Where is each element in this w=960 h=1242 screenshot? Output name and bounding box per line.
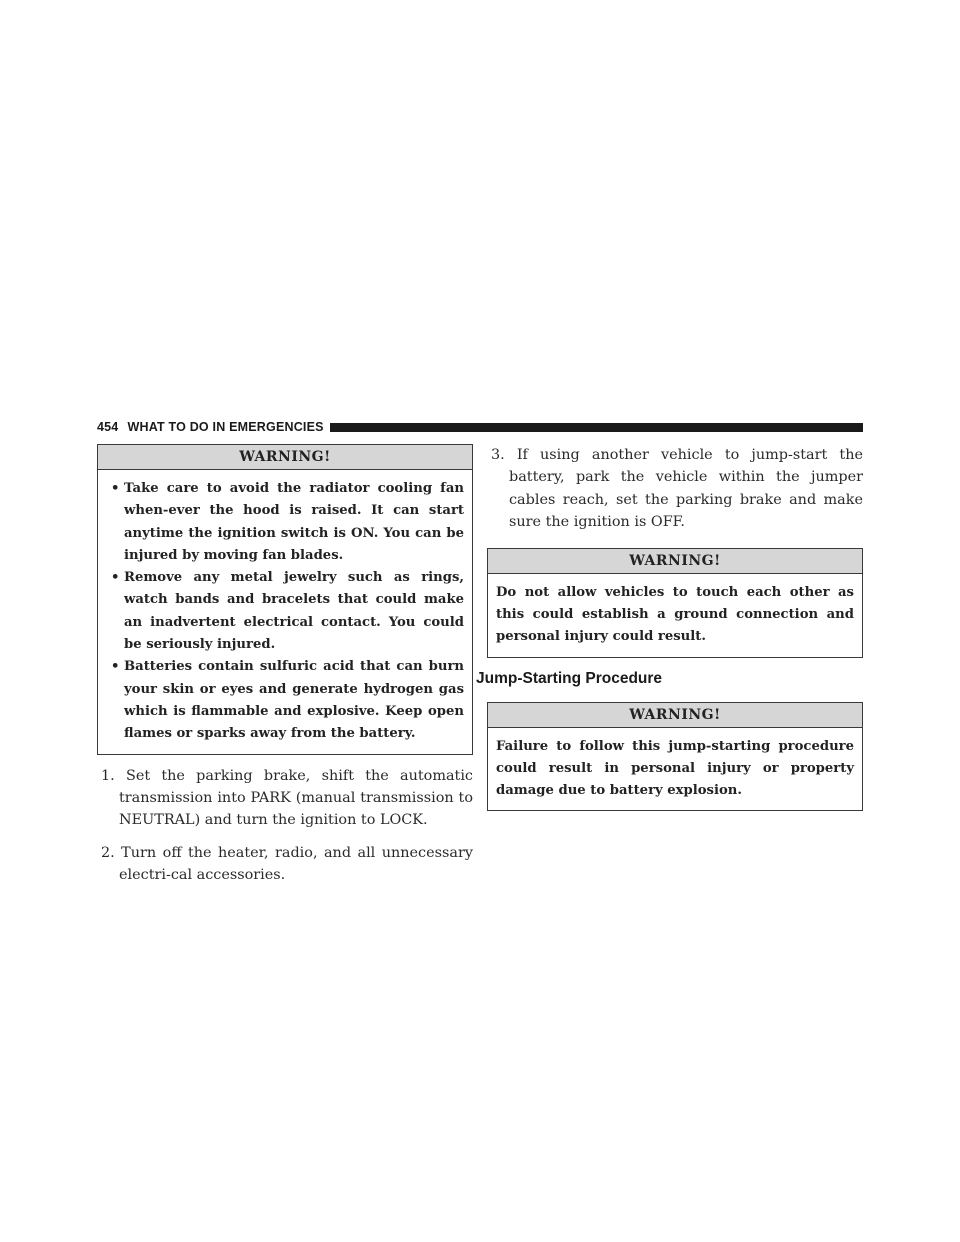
- warning-bullet-text: Take care to avoid the radiator cooling fan when-ever the hood is raised. It can start anytime the ignition switch is ON. You can be injured by moving fan blades.: [124, 481, 464, 563]
- warning-bullet-text: Remove any metal jewelry such as rings, watch bands and bracelets that could make an inadvertent electrical contact. You could be seriously injured.: [124, 570, 464, 653]
- header-rule: [330, 423, 863, 432]
- warning-bullet-text: Batteries contain sulfuric acid that can burn your skin or eyes and generate hydrogen gas which is flammable and explosive. Keep open flames or sparks away from the battery.: [124, 659, 464, 742]
- page-header: [97, 418, 863, 436]
- right-column: [476, 444, 863, 821]
- warning-bullet-item: [106, 567, 464, 656]
- procedure-step-2: 2. Turn off the heater, radio, and all unnecessary electri-cal accessories.: [101, 844, 473, 884]
- warning-bullet-list: [106, 478, 464, 746]
- warning-title: WARNING!: [488, 703, 862, 728]
- warning-bullet-item: [106, 656, 464, 745]
- section-title: WHAT TO DO IN EMERGENCIES: [127, 420, 324, 434]
- warning-title: WARNING!: [488, 549, 862, 574]
- procedure-step-3: 3. If using another vehicle to jump-start the battery, park the vehicle within the jumper cables reach, set the parking brake and make sure the ignition is OFF.: [491, 447, 863, 531]
- warning-body: [98, 470, 472, 754]
- left-column: [97, 444, 473, 897]
- procedure-step-1: 1. Set the parking brake, shift the automatic transmission into PARK (manual transmission to NEUTRAL) and turn the ignition to LOCK.: [101, 767, 473, 829]
- bullet-icon: •: [111, 570, 120, 586]
- warning-bullet-item: [106, 478, 464, 567]
- bullet-icon: •: [111, 659, 120, 675]
- section-subheading: Jump-Starting Procedure: [476, 669, 663, 687]
- warning-box-vehicles-touch: [487, 548, 863, 658]
- warning-title: WARNING!: [98, 445, 472, 470]
- page-number: 454: [97, 420, 119, 434]
- bullet-icon: •: [111, 481, 120, 496]
- warning-box-fan-jewelry-acid: [97, 444, 473, 755]
- warning-body: Failure to follow this jump-starting procedure could result in personal injury or property damage due to battery explosion.: [496, 738, 854, 799]
- warning-body: Do not allow vehicles to touch each other as this could establish a ground connection and personal injury could result.: [496, 584, 854, 645]
- warning-box-procedure: [487, 702, 863, 812]
